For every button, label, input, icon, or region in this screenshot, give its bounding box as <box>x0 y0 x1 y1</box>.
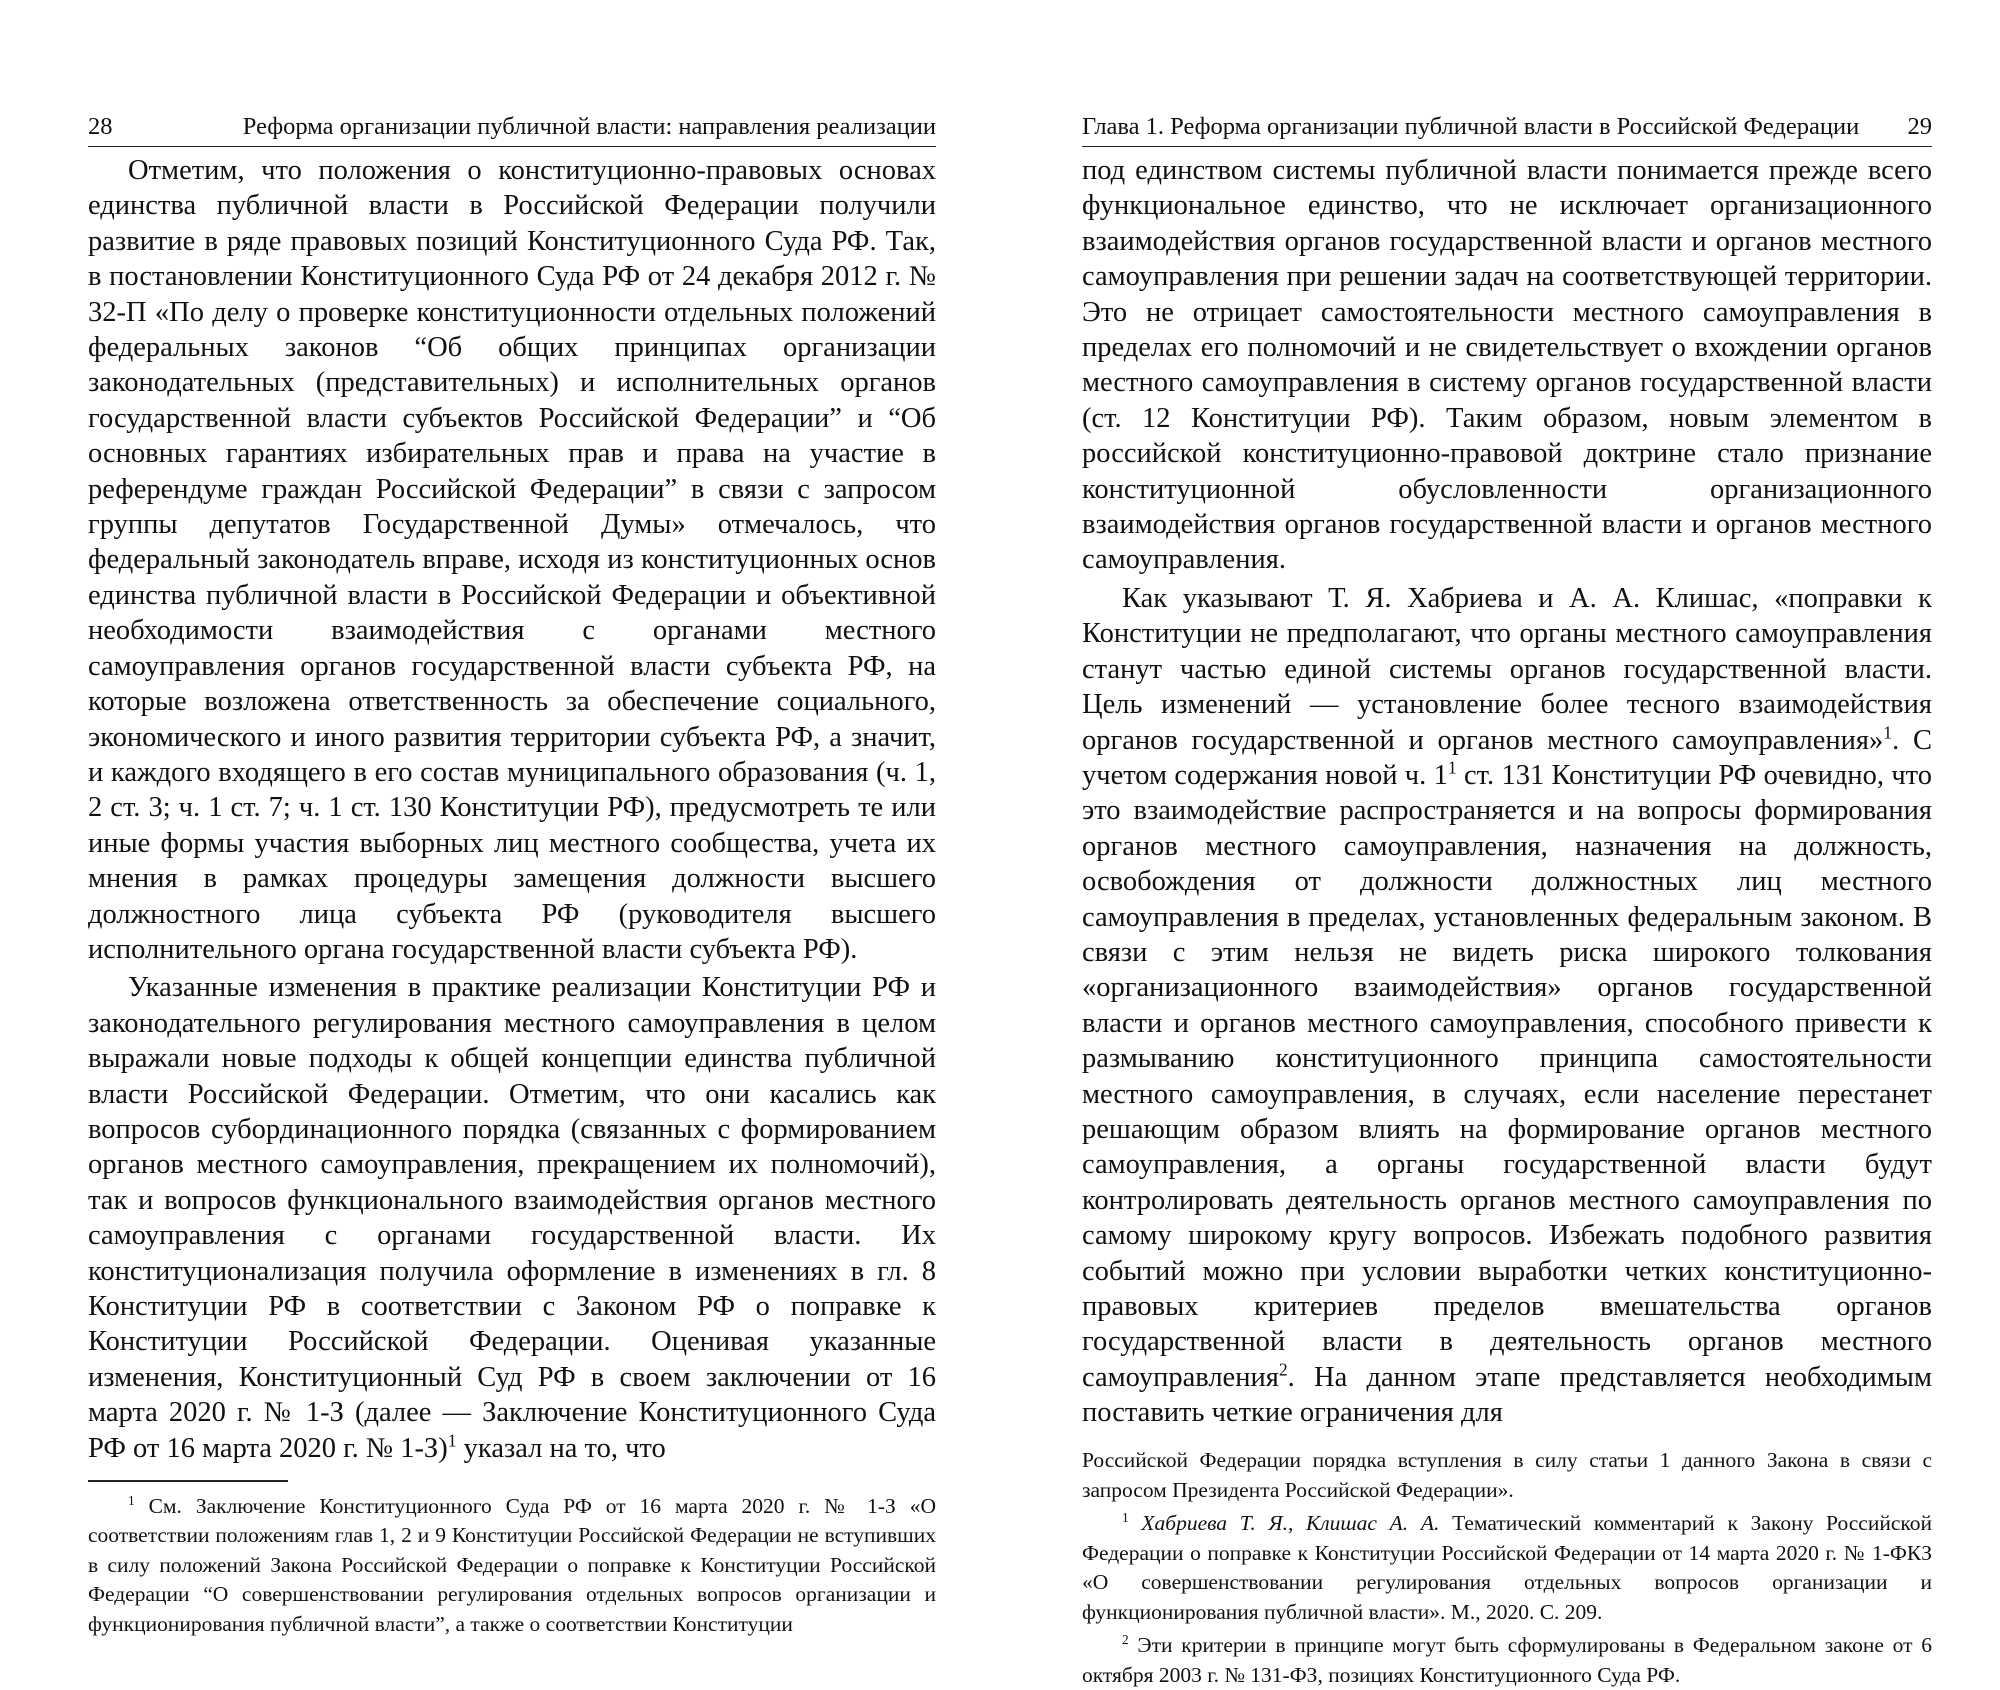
right-page-number: 29 <box>1907 113 1932 140</box>
right-footnote-1-marker: 1 <box>1122 1509 1129 1525</box>
footnote-ref-1: 1 <box>1883 722 1893 742</box>
footnote-ref-2: 2 <box>1278 1359 1288 1380</box>
right-footnote-2-text: Эти критерии в принципе могут быть сформулированы в Федеральном законе от 6 октября 2003 г. № 131-ФЗ, позициях Конституционного Суда РФ. <box>1082 1633 1932 1687</box>
right-footnote-1 <box>1082 1509 1932 1627</box>
right-footnotes <box>1082 1446 1932 1690</box>
right-footnote-1-text: Тематический комментарий к Закону Российской Федерации о поправке к Конституции Российской Федерации от 14 марта 2020 г. № 1-ФКЗ «О совершенствовании регулирования отдельных вопросов организации и функционирования публичной власти». М., 2020. С. 209. <box>1082 1511 1932 1624</box>
left-footnotes <box>88 1492 936 1640</box>
right-footnote-2 <box>1082 1631 1932 1690</box>
right-paragraph-2-part-a: Как указывают Т. Я. Хабриева и А. А. Клишас, «поправки к Конституции не предполагают, что органы местного самоуправления станут частью единой системы органов государственной власти. Цель изменений — установление более тесного взаимодействия органов государственной и органов местного самоуправления» <box>1082 582 1932 756</box>
right-running-head <box>1082 112 1932 147</box>
left-paragraph-2 <box>88 970 936 1466</box>
footnote-ref-1: 1 <box>447 1430 457 1451</box>
right-paragraph-2-part-d: . На данном этапе представляется необходимым поставить четкие ограничения для <box>1082 1361 1932 1429</box>
right-paragraph-2-part-b: . С учетом содержания новой ч. 1 <box>1082 724 1932 791</box>
left-running-title: Реформа организации публичной власти: направления реализации <box>242 113 936 140</box>
left-running-head <box>88 112 936 147</box>
left-body-text <box>88 153 936 1466</box>
article-superscript: 1 <box>1447 757 1457 778</box>
left-footnote-1-marker: 1 <box>128 1492 135 1508</box>
right-body-text <box>1082 153 1932 1431</box>
footnote-divider <box>88 1480 288 1482</box>
right-page <box>1082 112 1932 1690</box>
footnote-continuation: Российской Федерации порядка вступления в силу статьи 1 данного Закона в связи с запросом Президента Российской Федерации». <box>1082 1448 1932 1502</box>
left-paragraph-2-end: указал на то, что <box>456 1432 666 1464</box>
right-paragraph-2 <box>1082 581 1932 1431</box>
right-paragraph-2-part-c: ст. 131 Конституции РФ очевидно, что это взаимодействие распространяется и на вопросы формирования органов местного самоуправления, назначения на должность, освобождения от должности должностных лиц местного самоуправления в пределах, установленных федеральным законом. В связи с этим нельзя не видеть риска широкого толкования «организационного взаимодействия» органов государственной власти и органов местного самоуправления, способного привести к размыванию конституционного принципа самостоятельности местного самоуправления, в случаях, если население перестанет решающим образом влиять на формирование органов местного самоуправления, а органы государственной власти будут контролировать деятельность органов местного самоуправления по самому широкому кругу вопросов. Избежать подобного развития событий можно при условии выработки четких конституционно-правовых критериев пределов вмешательства органов государственной власти в деятельность органов местного самоуправления <box>1082 759 1932 1393</box>
left-paragraph-1: Отметим, что положения о конституционно-правовых основах единства публичной власти в Российской Федерации получили развитие в ряде правовых позиций Конституционного Суда РФ. Так, в постановлении Конституционного Суда РФ от 24 декабря 2012 г. № 32-П «По делу о проверке конституционности отдельных положений федеральных законов “Об общих принципах организации законодательных (представительных) и исполнительных органов государственной власти субъектов Российской Федерации” и “Об основных гарантиях избирательных прав и права на участие в референдуме граждан Российской Федерации” в связи с запросом группы депутатов Государственной Думы» отмечалось, что федеральный законодатель вправе, исходя из конституционных основ единства публичной власти в Российской Федерации и объективной необходимости взаимодействия с органами местного самоуправления органов государственной власти субъекта РФ, на которые возложена ответственность за обеспечение социального, экономического и иного развития территории субъекта РФ, а значит, и каждого входящего в его состав муниципального образования (ч. 1, 2 ст. 3; ч. 1 ст. 7; ч. 1 ст. 130 Конституции РФ), предусмотреть те или иные формы участия выборных лиц местного сообщества, учета их мнения в рамках процедуры замещения должности высшего должностного лица субъекта РФ (руководителя высшего исполнительного органа государственной власти субъекта РФ). <box>88 155 936 965</box>
right-footnote-2-marker: 2 <box>1122 1631 1129 1647</box>
right-footnote-1-authors: Хабриева Т. Я., Клишас А. А. <box>1128 1511 1440 1536</box>
left-footnote-1 <box>88 1492 936 1640</box>
right-running-title: Глава 1. Реформа организации публичной власти в Российской Федерации <box>1082 113 1860 140</box>
left-page <box>88 112 936 1639</box>
left-paragraph-2-text: Указанные изменения в практике реализации Конституции РФ и законодательного регулирования местного самоуправления в целом выражали новые подходы к общей концепции единства публичной власти Российской Федерации. Отметим, что они касались как вопросов субординационного порядка (связанных с формированием органов местного самоуправления, прекращением их полномочий), так и вопросов функционального взаимодействия органов местного самоуправления с органами государственной власти. Их конституционализация получила оформление в изменениях в гл. 8 Конституции РФ в соответствии с Законом РФ о поправке к Конституции Российской Федерации. Оценивая указанные изменения, Конституционный Суд РФ в своем заключении от 16 марта 2020 г. № 1-З (далее — Заключение Конституционного Суда РФ от 16 марта 2020 г. № 1-З) <box>88 972 936 1464</box>
right-paragraph-1: под единством системы публичной власти понимается прежде всего функциональное единство, что не исключает организационного взаимодействия органов государственной власти и органов местного самоуправления при решении задач на соответствующей территории. Это не отрицает самостоятельности местного самоуправления в пределах его полномочий и не свидетельствует о вхождении органов местного самоуправления в систему органов государственной власти (ст. 12 Конституции РФ). Таким образом, новым элементом в российской конституционно-правовой доктрине стало признание конституционной обусловленности организационного взаимодействия органов государственной власти и органов местного самоуправления. <box>1082 155 1932 576</box>
left-footnote-1-text: См. Заключение Конституционного Суда РФ от 16 марта 2020 г. № 1-З «О соответствии положениям глав 1, 2 и 9 Конституции Российской Федерации не вступивших в силу положений Закона Российской Федерации о поправке к Конституции Российской Федерации “О совершенствовании регулирования отдельных вопросов организации и функционирования публичной власти”, а также о соответствии Конституции <box>88 1493 936 1636</box>
left-page-number: 28 <box>88 113 113 140</box>
